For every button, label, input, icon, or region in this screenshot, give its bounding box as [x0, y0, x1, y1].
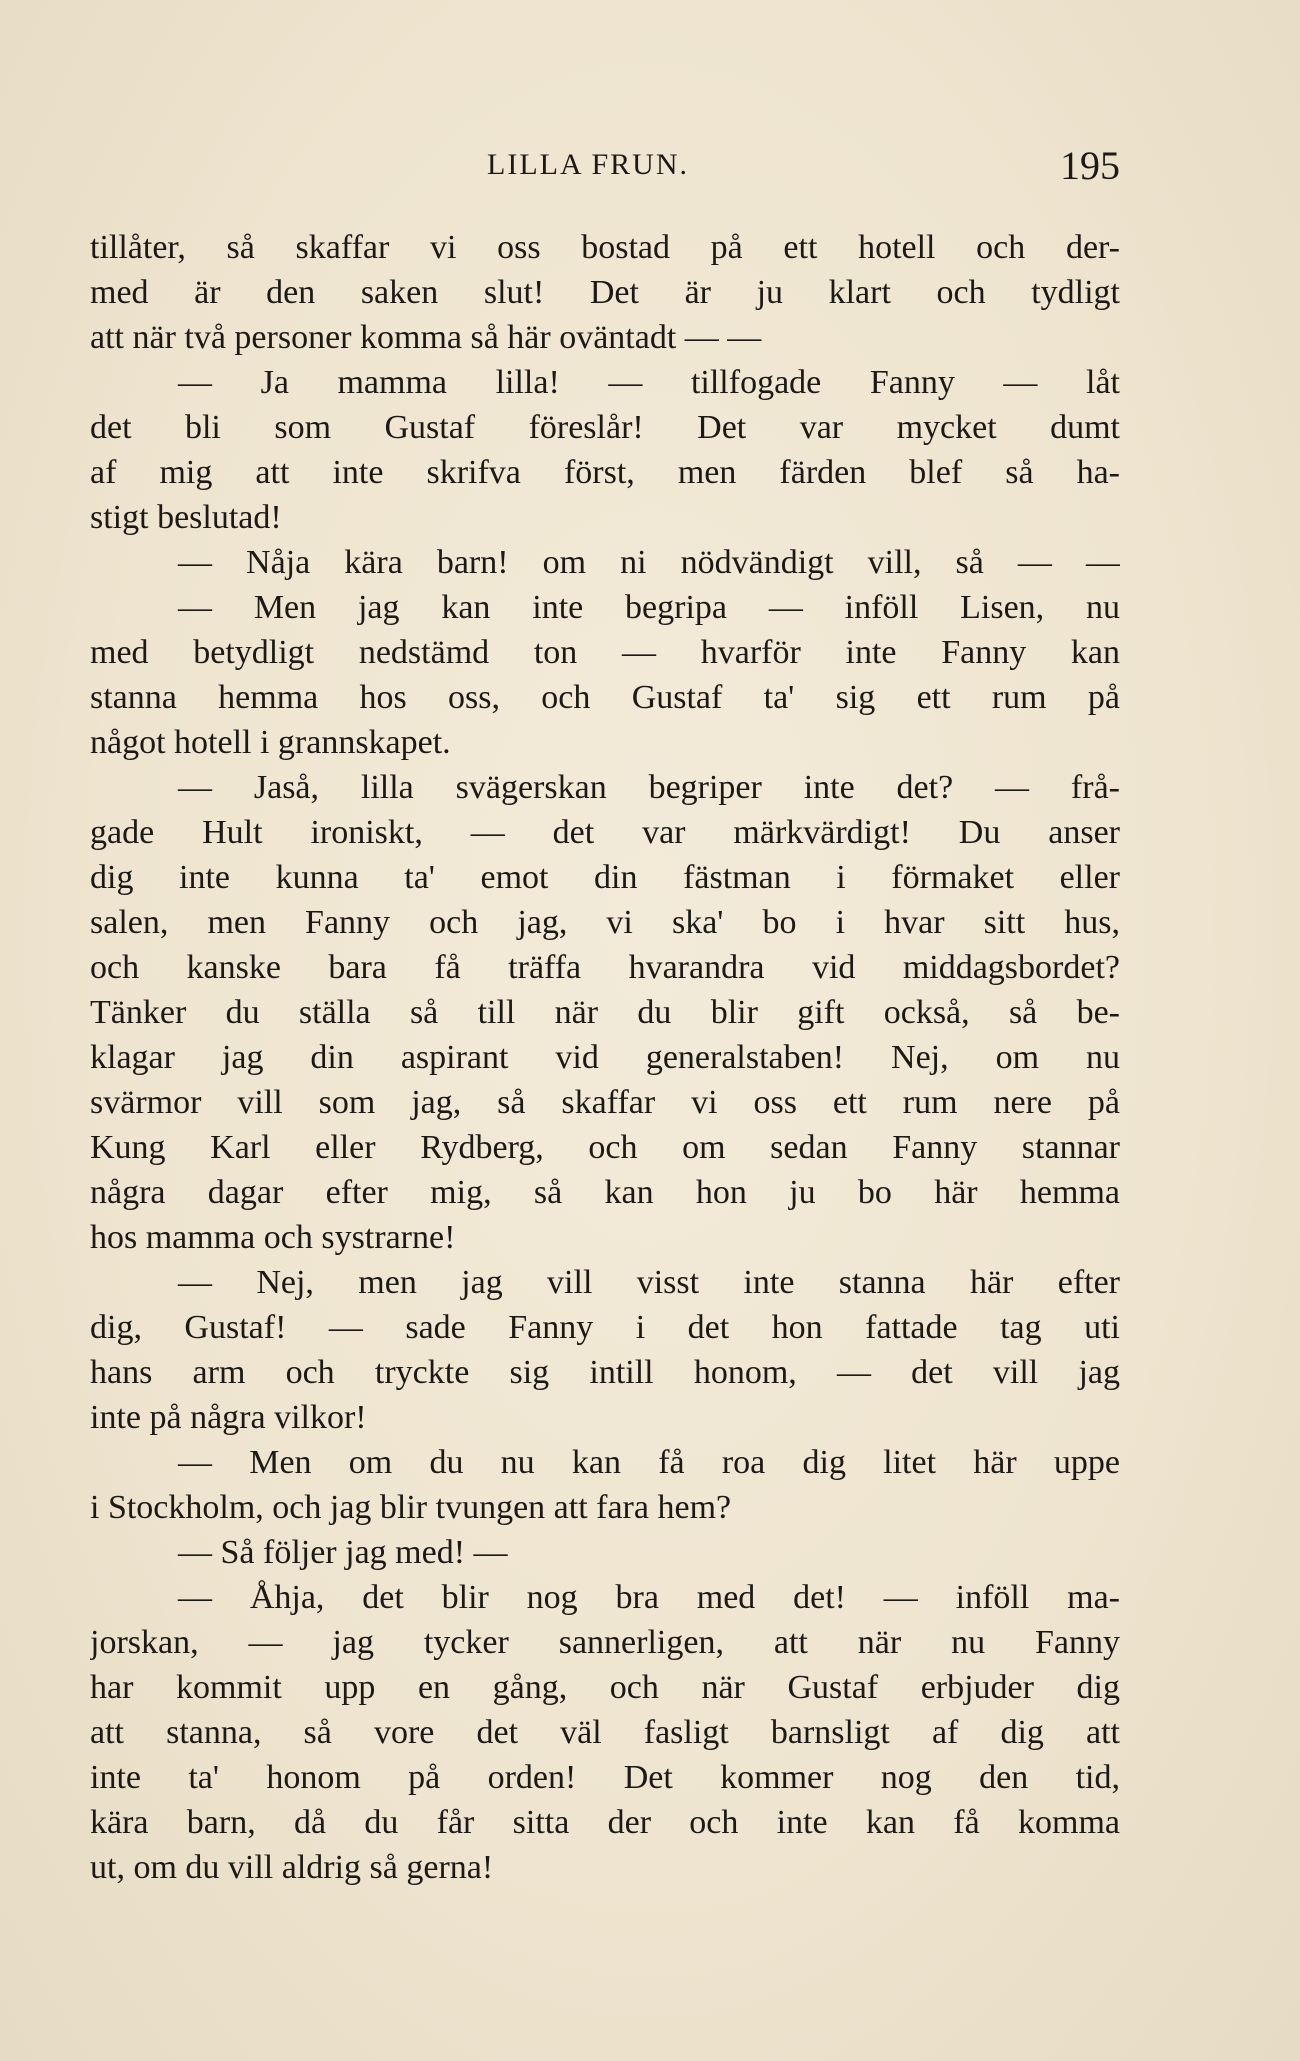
text-line: och kanske bara få träffa hvarandra vid middagsbordet? — [90, 949, 1120, 986]
body-text — [90, 225, 1120, 1890]
text-line: stanna hemma hos oss, och Gustaf ta' sig ett rum på — [90, 679, 1120, 716]
text-line: ut, om du vill aldrig så gerna! — [90, 1849, 494, 1886]
running-title: LILLA FRUN. — [487, 148, 689, 181]
text-line: af mig att inte skrifva först, men färden blef så ha- — [90, 454, 1120, 491]
text-line: hos mamma och systrarne! — [90, 1219, 456, 1256]
text-line: — Åhja, det blir nog bra med det! — inföll ma- — [178, 1579, 1120, 1616]
text-line: jorskan, — jag tycker sannerligen, att när nu Fanny — [90, 1624, 1120, 1661]
text-line: — Jaså, lilla svägerskan begriper inte det? — frå- — [178, 769, 1120, 806]
text-line: svärmor vill som jag, så skaffar vi oss ett rum nere på — [90, 1084, 1120, 1121]
page-number: 195 — [1060, 143, 1120, 188]
text-line: Tänker du ställa så till när du blir gift också, så be- — [90, 994, 1120, 1031]
text-line: klagar jag din aspirant vid generalstaben! Nej, om nu — [90, 1039, 1120, 1076]
text-line: gade Hult ironiskt, — det var märkvärdigt! Du anser — [90, 814, 1120, 851]
page-header — [90, 142, 1120, 192]
text-line: — Nåja kära barn! om ni nödvändigt vill, så — — — [178, 544, 1120, 581]
text-line: har kommit upp en gång, och när Gustaf erbjuder dig — [90, 1669, 1120, 1706]
text-line: Kung Karl eller Rydberg, och om sedan Fanny stannar — [90, 1129, 1120, 1166]
text-line: — Men jag kan inte begripa — inföll Lisen, nu — [178, 589, 1120, 626]
text-line: med är den saken slut! Det är ju klart och tydligt — [90, 274, 1120, 311]
text-line: att stanna, så vore det väl fasligt barnsligt af dig att — [90, 1714, 1120, 1751]
text-line: något hotell i grannskapet. — [90, 724, 451, 761]
text-line: att när två personer komma så här oväntadt — — — [90, 319, 762, 356]
text-line: stigt beslutad! — [90, 499, 282, 536]
text-line: inte på några vilkor! — [90, 1399, 367, 1436]
text-line: med betydligt nedstämd ton — hvarför inte Fanny kan — [90, 634, 1120, 671]
text-line: tillåter, så skaffar vi oss bostad på ett hotell och der- — [90, 229, 1120, 266]
text-line: kära barn, då du får sitta der och inte kan få komma — [90, 1804, 1120, 1841]
text-line: hans arm och tryckte sig intill honom, — det vill jag — [90, 1354, 1120, 1391]
text-line: — Så följer jag med! — — [178, 1534, 508, 1571]
text-line: — Ja mamma lilla! — tillfogade Fanny — låt — [178, 364, 1120, 401]
text-line: dig inte kunna ta' emot din fästman i förmaket eller — [90, 859, 1120, 896]
text-line: salen, men Fanny och jag, vi ska' bo i hvar sitt hus, — [90, 904, 1120, 941]
text-line: några dagar efter mig, så kan hon ju bo här hemma — [90, 1174, 1120, 1211]
text-line: — Nej, men jag vill visst inte stanna här efter — [178, 1264, 1120, 1301]
text-line: inte ta' honom på orden! Det kommer nog den tid, — [90, 1759, 1120, 1796]
text-line: i Stockholm, och jag blir tvungen att fara hem? — [90, 1489, 732, 1526]
text-line: det bli som Gustaf föreslår! Det var mycket dumt — [90, 409, 1120, 446]
text-line: — Men om du nu kan få roa dig litet här uppe — [178, 1444, 1120, 1481]
text-line: dig, Gustaf! — sade Fanny i det hon fattade tag uti — [90, 1309, 1120, 1346]
